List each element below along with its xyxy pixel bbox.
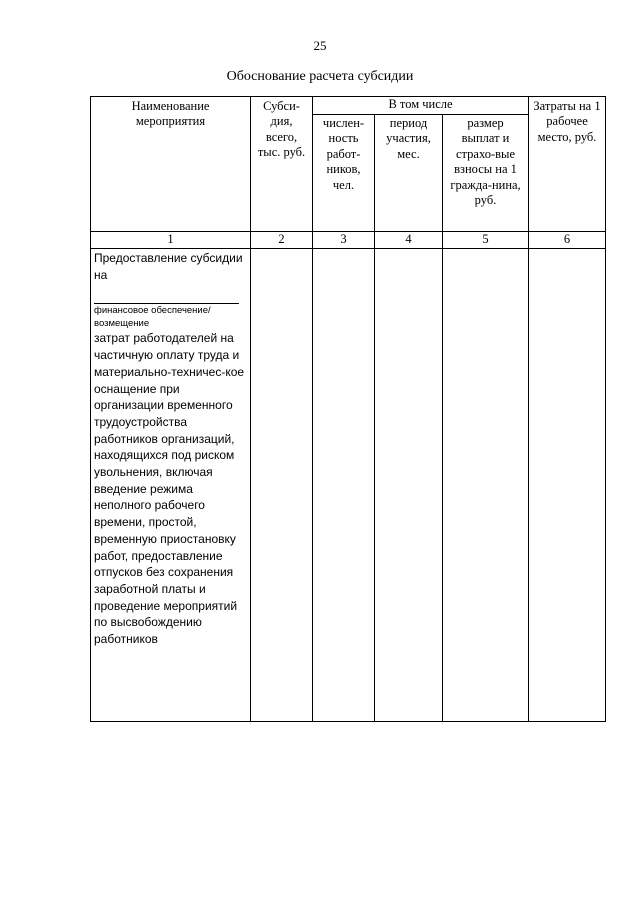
cost-cell [529,249,606,722]
activity-lead-text: Предоставление субсидии на [94,251,243,282]
page-number: 25 [313,38,327,53]
activity-description-cell [91,249,251,722]
header-cost-per-workplace: Затраты на 1 рабочее место, руб. [529,97,606,232]
column-number-row [91,232,606,249]
column-number: 6 [529,232,606,249]
column-number: 2 [251,232,313,249]
column-number: 3 [313,232,375,249]
header-payment-size: размер выплат и страхо-вые взносы на 1 гражда-нина, руб. [443,115,529,232]
activity-body-text: затрат работодателей на частичную оплату труда и материально-техничес-кое оснащение при организации временного трудоустройства работников организаций, находящихся под риском увольнения, включая введение режима неполного рабочего времени, простой, временную приостановку работ, предоставление отпусков без сохранения заработной платы и проведение мероприятий по высвобождению работников [94,331,245,647]
header-including-group: В том числе [313,97,529,115]
period-cell [375,249,443,722]
payment-cell [443,249,529,722]
header-row-1 [91,97,606,115]
header-activity-name: Наименование мероприятия [91,97,251,232]
document-title: Обоснование расчета субсидии [226,69,414,84]
fill-in-blank [94,283,248,299]
worker-count-cell [313,249,375,722]
column-number: 5 [443,232,529,249]
table-row [91,249,606,722]
header-worker-count: числен-ность работ-ников, чел. [313,115,375,232]
subsidy-value-cell [251,249,313,722]
fill-in-hint: финансовое обеспечение/ возмещение [94,303,239,330]
header-subsidy-total: Субси-дия, всего, тыс. руб. [251,97,313,232]
subsidy-calculation-table [90,96,606,722]
column-number: 4 [375,232,443,249]
header-participation-period: период участия, мес. [375,115,443,232]
column-number: 1 [91,232,251,249]
